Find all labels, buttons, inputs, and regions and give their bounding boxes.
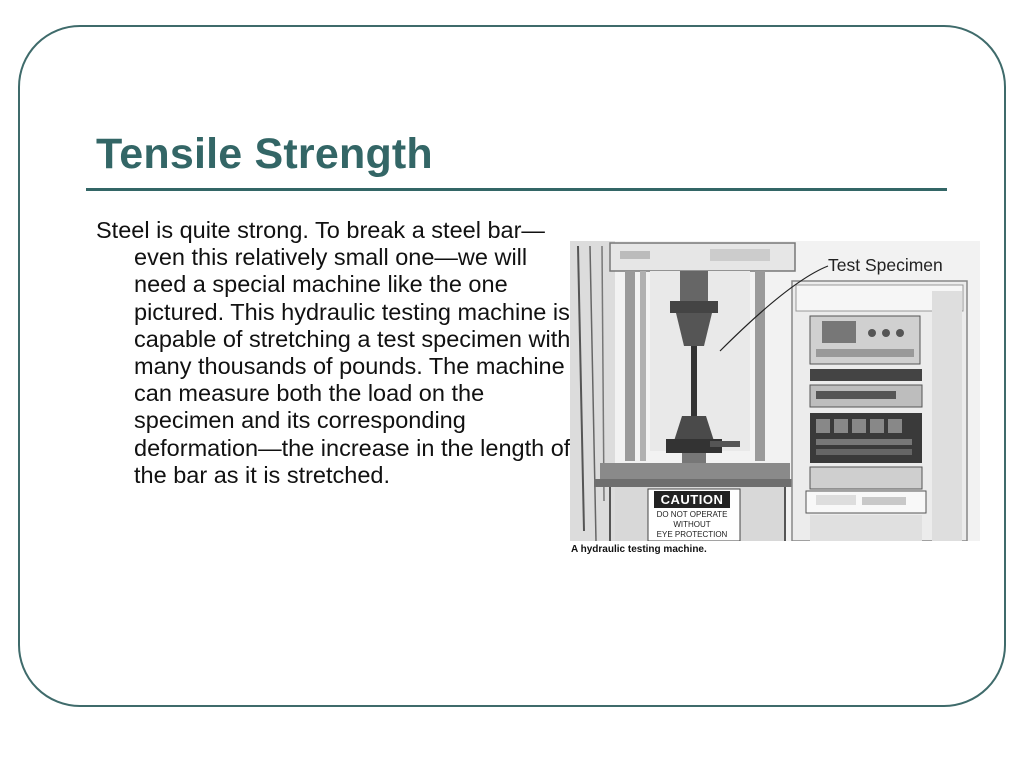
- caution-sign-line-3: EYE PROTECTION: [656, 530, 728, 539]
- hydraulic-machine-photo: [570, 241, 980, 563]
- title-underline: [86, 188, 947, 191]
- caution-sign-heading: CAUTION: [654, 491, 730, 508]
- slide-title: Tensile Strength: [96, 130, 433, 178]
- caution-sign-line-2: WITHOUT: [673, 520, 711, 529]
- photo-caption: A hydraulic testing machine.: [571, 544, 707, 555]
- caution-sign-line-1: DO NOT OPERATE: [656, 510, 728, 519]
- test-specimen-callout: Test Specimen: [828, 255, 943, 275]
- body-paragraph: Steel is quite strong. To break a steel bar—even this relatively small one—we will need a special machine like the one pictured. This hydraulic testing machine is capable of stretching a test specimen with many thousands of pounds. The machine can measure both the load on the specimen and its corresponding deformation—the increase in the length of the bar as it is stretched.: [96, 217, 571, 488]
